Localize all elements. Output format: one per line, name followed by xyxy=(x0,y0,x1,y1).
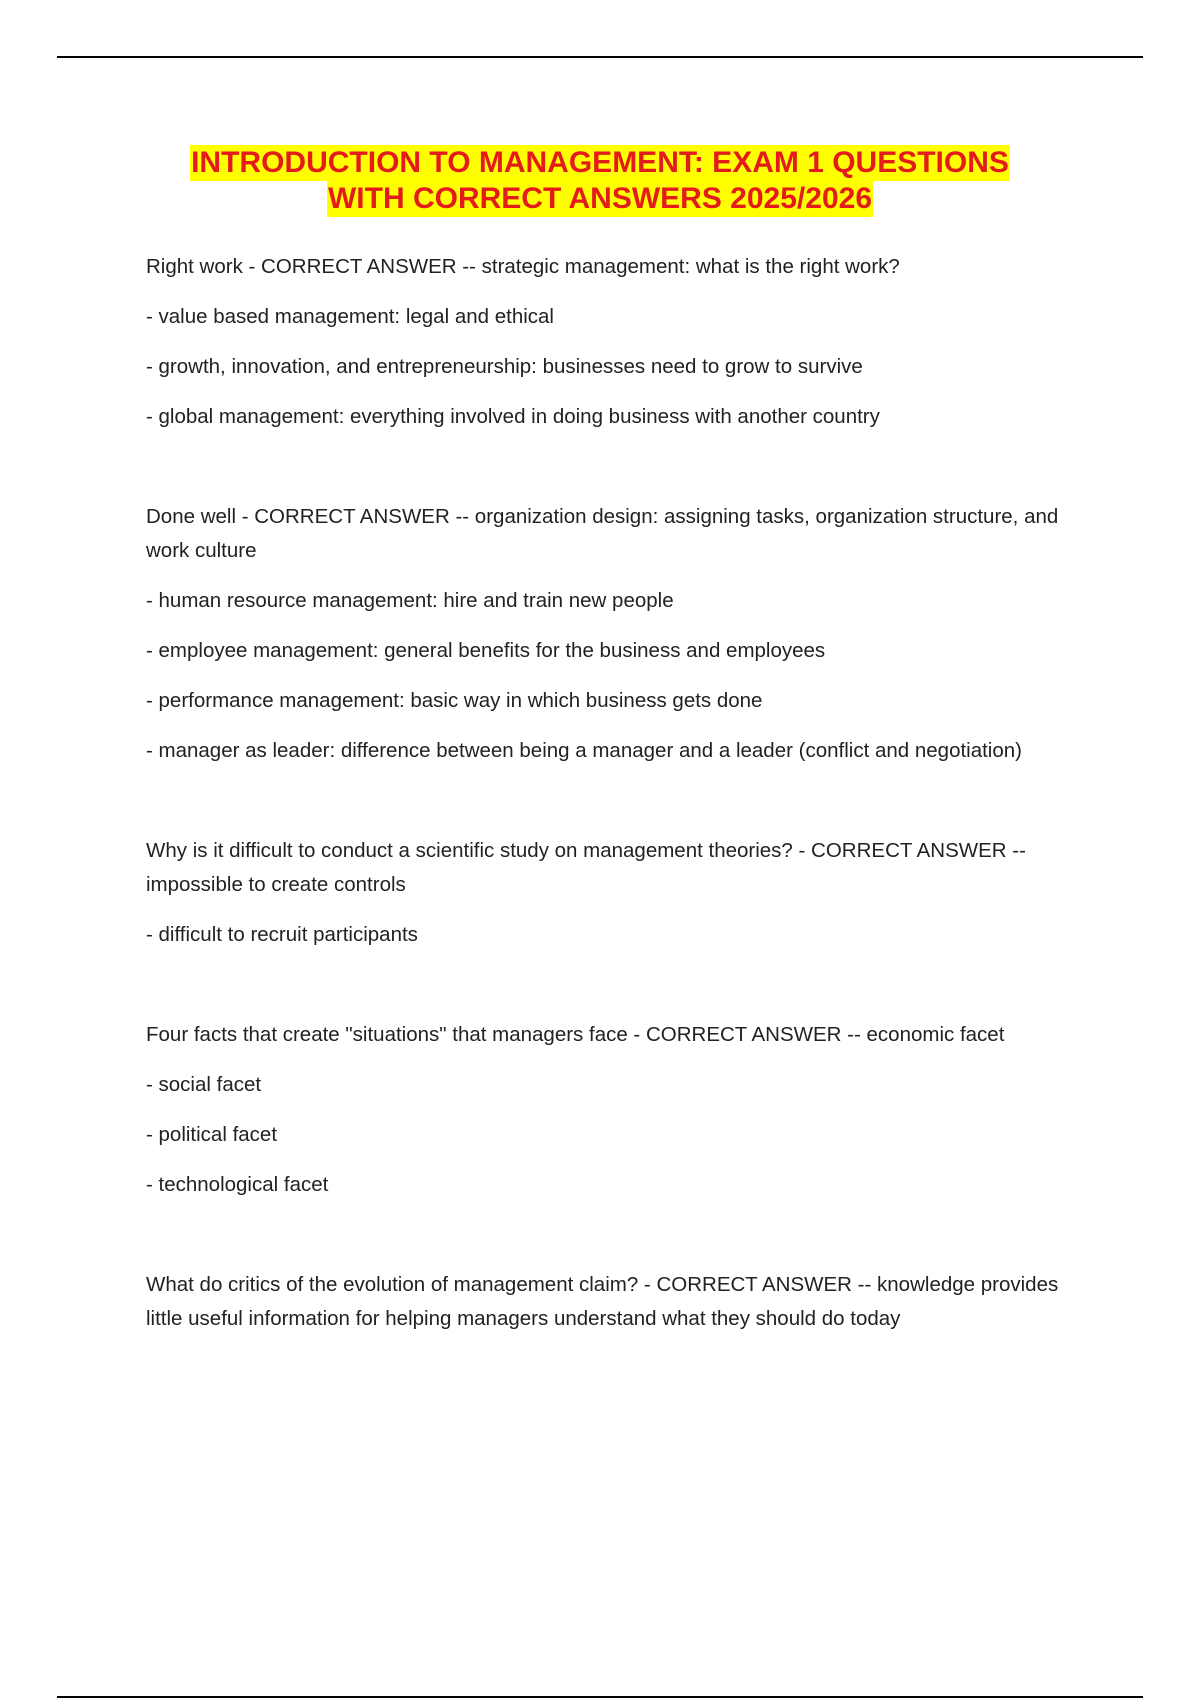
bottom-rule xyxy=(57,1696,1143,1698)
title-line-2: WITH CORRECT ANSWERS 2025/2026 xyxy=(327,182,872,215)
answer-line: - global management: everything involved in doing business with another country xyxy=(146,405,880,428)
top-rule xyxy=(57,56,1143,58)
answer-line: - difficult to recruit participants xyxy=(146,923,418,946)
answer-line: - value based management: legal and ethical xyxy=(146,305,554,328)
qa-block-scientific-study xyxy=(146,834,1086,952)
question-line: Four facts that create "situations" that managers face - CORRECT ANSWER -- economic facet xyxy=(146,1023,1005,1046)
answer-line: - political facet xyxy=(146,1123,278,1146)
qa-block-right-work xyxy=(146,250,1086,434)
answer-line: - technological facet xyxy=(146,1173,329,1196)
answer-line: - social facet xyxy=(146,1073,262,1096)
qa-block-done-well xyxy=(146,500,1086,768)
question-line: Done well - CORRECT ANSWER -- organization design: assigning tasks, organization structure, and work culture xyxy=(146,505,1059,562)
answer-line: - manager as leader: difference between being a manager and a leader (conflict and negotiation) xyxy=(146,739,1022,762)
answer-line: - employee management: general benefits for the business and employees xyxy=(146,639,826,662)
qa-block-critics xyxy=(146,1268,1086,1336)
title-line-1: INTRODUCTION TO MANAGEMENT: EXAM 1 QUESTIONS xyxy=(191,146,1009,179)
question-line: Why is it difficult to conduct a scientific study on management theories? - CORRECT ANSWER -- impossible to create controls xyxy=(146,839,1026,896)
qa-content xyxy=(146,250,1086,1402)
answer-line: - human resource management: hire and train new people xyxy=(146,589,674,612)
answer-line: - performance management: basic way in which business gets done xyxy=(146,689,763,712)
question-line: Right work - CORRECT ANSWER -- strategic management: what is the right work? xyxy=(146,255,900,278)
answer-line: - growth, innovation, and entrepreneurship: businesses need to grow to survive xyxy=(146,355,863,378)
document-title xyxy=(0,145,1200,217)
question-line: What do critics of the evolution of management claim? - CORRECT ANSWER -- knowledge provides little useful information for helping managers understand what they should do today xyxy=(146,1273,1059,1330)
qa-block-four-facts xyxy=(146,1018,1086,1202)
